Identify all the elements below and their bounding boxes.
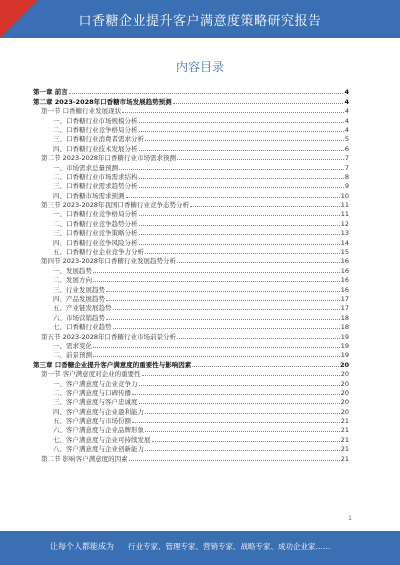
toc-entry-page: 19 <box>340 332 349 341</box>
toc-entry-page: 15 <box>340 248 349 257</box>
toc-entry-page: 7 <box>344 154 349 163</box>
toc-dot-leader <box>106 291 340 292</box>
toc-dot-leader <box>106 300 340 301</box>
toc-entry-text: 第二节 影响客户满意度的因素 <box>41 454 128 463</box>
toc-entry-text: 二、发展方向 <box>53 276 92 285</box>
toc-entry-page: 20 <box>340 370 349 379</box>
toc-entry-text: 三、口香糖行业消费者需求分析 <box>53 135 144 144</box>
toc-entry-text: 五、产业链发展趋势 <box>53 304 112 313</box>
toc-entry[interactable] <box>33 341 349 350</box>
toc-entry-text: 四、客户满意度与企业盈利能力 <box>53 407 144 416</box>
toc-entry[interactable] <box>33 153 349 162</box>
toc-entry-page: 20 <box>340 379 349 388</box>
toc-entry[interactable] <box>33 303 349 312</box>
toc-dot-leader <box>192 366 339 367</box>
toc-dot-leader <box>69 93 344 94</box>
toc-entry-page: 16 <box>340 257 349 266</box>
toc-dot-leader <box>139 215 340 216</box>
toc-entry[interactable] <box>33 143 349 152</box>
toc-entry[interactable] <box>33 444 349 453</box>
toc-entry-text: 二、口香糖行业竞争格局分析 <box>53 125 138 134</box>
toc-entry-text: 二、前景预测 <box>53 351 92 360</box>
toc-entry[interactable] <box>33 322 349 331</box>
toc-entry[interactable] <box>33 284 349 293</box>
toc-entry[interactable] <box>33 209 349 218</box>
toc-entry-text: 二、口香糖行业市场需求结构 <box>53 172 138 181</box>
toc-entry-page: 7 <box>344 163 349 172</box>
toc-entry-text: 第五节 2023-2028年口香糖行业市场前景分析 <box>41 332 176 341</box>
toc-entry-page: 11 <box>340 210 349 219</box>
toc-entry-page: 4 <box>344 107 349 116</box>
toc-entry-page: 20 <box>339 360 349 369</box>
toc-entry-text: 第三节 2023-2028年我国口香糖行业竞争态势分析 <box>41 201 189 210</box>
toc-entry-text: 七、客户满意度与企业可持续发展 <box>53 435 151 444</box>
toc-entry[interactable] <box>33 190 349 199</box>
toc-entry-page: 21 <box>340 426 349 435</box>
toc-entry-page: 19 <box>340 351 349 360</box>
toc-dot-leader <box>113 328 340 329</box>
toc-entry-text: 六、客户满意度与企业品牌形象 <box>53 426 144 435</box>
toc-entry-page: 16 <box>340 266 349 275</box>
toc-entry-text: 八、客户满意度与企业创新能力 <box>53 445 144 454</box>
toc-entry-page: 8 <box>344 172 349 181</box>
toc-entry-text: 三、口香糖行业需求趋势分析 <box>53 182 138 191</box>
toc-entry-text: 第三章 口香糖企业提升客户满意度的重要性与影响因素 <box>33 360 192 369</box>
toc-entry-page: 9 <box>344 182 349 191</box>
toc-dot-leader <box>126 197 340 198</box>
toc-dot-leader <box>93 356 340 357</box>
toc-entry[interactable] <box>33 237 349 246</box>
toc-entry[interactable] <box>33 265 349 274</box>
toc-entry-page: 20 <box>340 398 349 407</box>
toc-dot-leader <box>113 309 340 310</box>
toc-entry-page: 21 <box>340 417 349 426</box>
page-number: 1 <box>348 515 352 522</box>
toc-entry-page: 20 <box>340 388 349 397</box>
toc-dot-leader <box>145 450 340 451</box>
toc-entry-page: 13 <box>340 229 349 238</box>
toc-entry[interactable] <box>33 416 349 425</box>
toc-dot-leader <box>177 338 340 339</box>
toc-entry-text: 五、客户满意度与市场份额 <box>53 417 131 426</box>
toc-entry-text: 六、市场营销趋势 <box>53 313 105 322</box>
toc-entry-text: 二、客户满意度与口碑传播 <box>53 388 131 397</box>
toc-dot-leader <box>132 422 340 423</box>
toc-entry-page: 20 <box>340 407 349 416</box>
toc-dot-leader <box>173 103 344 104</box>
toc-entry[interactable] <box>33 96 349 105</box>
toc-entry-text: 五、口香糖行业企业竞争力分析 <box>53 248 144 257</box>
toc-entry-page: 17 <box>340 304 349 313</box>
toc-entry[interactable] <box>33 106 349 115</box>
toc-entry[interactable] <box>33 294 349 303</box>
footer-slogan: 让每个人都能成为 <box>50 542 114 551</box>
toc-entry-page: 4 <box>344 116 349 125</box>
toc-entry-text: 第四节 2023-2028年口香糖行业发展趋势分析 <box>41 257 176 266</box>
toc-dot-leader <box>145 253 340 254</box>
toc-dot-leader <box>93 347 340 348</box>
toc-dot-leader <box>139 178 344 179</box>
toc-entry[interactable] <box>33 200 349 209</box>
toc-entry-text: 二、口香糖行业竞争趋势分析 <box>53 219 138 228</box>
toc-entry-text: 四、口香糖行业竞争风险分析 <box>53 238 138 247</box>
toc-entry-text: 四、口香糖市场需求预测 <box>53 191 125 200</box>
toc-entry-page: 16 <box>340 285 349 294</box>
toc-entry-page: 5 <box>344 135 349 144</box>
toc-dot-leader <box>122 112 344 113</box>
toc-dot-leader <box>139 122 344 123</box>
toc-entry-page: 14 <box>340 238 349 247</box>
toc-entry[interactable] <box>33 256 349 265</box>
toc-entry[interactable] <box>33 181 349 190</box>
toc-dot-leader <box>142 375 340 376</box>
toc-dot-leader <box>145 413 340 414</box>
toc-entry-text: 四、产品发展趋势 <box>53 294 105 303</box>
header-bar <box>0 0 400 38</box>
toc-entry-page: 4 <box>344 88 349 97</box>
toc-dot-leader <box>139 225 340 226</box>
toc-entry-page: 4 <box>344 125 349 134</box>
toc-dot-leader <box>152 441 340 442</box>
toc-entry[interactable] <box>33 115 349 124</box>
toc-entry[interactable] <box>33 162 349 171</box>
table-of-contents <box>33 87 349 463</box>
toc-entry-text: 一、口香糖行业竞争格局分析 <box>53 210 138 219</box>
toc-entry-page: 10 <box>340 191 349 200</box>
toc-entry-text: 第二章 2023-2028年口香糖市场发展趋势预测 <box>33 97 172 106</box>
toc-entry-text: 一、市场需求总量预测 <box>53 163 118 172</box>
toc-entry-text: 三、客户满意度与客户忠诚度 <box>53 398 138 407</box>
toc-entry-text: 第一节 客户满意度对企业的重要性 <box>41 370 141 379</box>
toc-entry[interactable] <box>33 87 349 96</box>
toc-entry-text: 一、口香糖行业市场规模分析 <box>53 116 138 125</box>
toc-entry-page: 21 <box>340 454 349 463</box>
toc-entry-page: 16 <box>340 276 349 285</box>
toc-entry[interactable] <box>33 378 349 387</box>
toc-entry[interactable] <box>33 331 349 340</box>
toc-entry[interactable] <box>33 453 349 462</box>
toc-dot-leader <box>129 460 340 461</box>
toc-entry-text: 第二节 2023-2028年口香糖行业市场需求预测 <box>41 154 176 163</box>
footer-bar <box>0 531 400 565</box>
toc-entry[interactable] <box>33 369 349 378</box>
toc-dot-leader <box>132 394 340 395</box>
toc-dot-leader <box>93 272 340 273</box>
toc-entry-text: 一、客户满意度与企业竞争力 <box>53 379 138 388</box>
toc-entry-text: 第一节 口香糖行业发展现状 <box>41 107 122 116</box>
toc-entry[interactable] <box>33 275 349 284</box>
toc-entry-text: 三、口香糖行业竞争策略分析 <box>53 229 138 238</box>
toc-entry[interactable] <box>33 359 349 368</box>
toc-entry[interactable] <box>33 312 349 321</box>
toc-entry-page: 4 <box>344 97 349 106</box>
toc-entry[interactable] <box>33 218 349 227</box>
toc-dot-leader <box>139 150 344 151</box>
toc-entry[interactable] <box>33 397 349 406</box>
toc-dot-leader <box>106 319 340 320</box>
toc-dot-leader <box>177 262 340 263</box>
toc-entry[interactable] <box>33 172 349 181</box>
toc-dot-leader <box>139 234 340 235</box>
toc-dot-leader <box>145 431 340 432</box>
toc-dot-leader <box>145 140 344 141</box>
toc-entry-text: 一、发展趋势 <box>53 266 92 275</box>
toc-dot-leader <box>139 131 344 132</box>
toc-entry-page: 6 <box>344 144 349 153</box>
report-title: 口香糖企业提升客户满意度策略研究报告 <box>78 14 322 29</box>
toc-entry[interactable] <box>33 228 349 237</box>
toc-entry[interactable] <box>33 247 349 256</box>
toc-entry-text: 七、口香糖行业趋势 <box>53 323 112 332</box>
toc-entry-page: 18 <box>340 323 349 332</box>
toc-entry[interactable] <box>33 125 349 134</box>
footer-roles: 行业专家、管理专家、营销专家、战略专家、成功企业家…… <box>128 542 331 551</box>
toc-dot-leader <box>139 403 340 404</box>
toc-dot-leader <box>139 244 340 245</box>
toc-dot-leader <box>139 187 344 188</box>
toc-entry-page: 21 <box>340 435 349 444</box>
toc-entry-text: 一、需求变化 <box>53 341 92 350</box>
toc-entry-text: 四、口香糖行业技术发展分析 <box>53 144 138 153</box>
toc-entry[interactable] <box>33 350 349 359</box>
toc-entry-page: 18 <box>340 313 349 322</box>
toc-entry-page: 19 <box>340 341 349 350</box>
toc-dot-leader <box>139 385 340 386</box>
toc-dot-leader <box>119 169 344 170</box>
toc-entry-page: 11 <box>340 201 349 210</box>
toc-entry-page: 21 <box>340 445 349 454</box>
toc-entry-page: 12 <box>340 219 349 228</box>
toc-entry[interactable] <box>33 434 349 443</box>
toc-entry-page: 17 <box>340 294 349 303</box>
toc-entry[interactable] <box>33 425 349 434</box>
toc-entry[interactable] <box>33 406 349 415</box>
toc-dot-leader <box>190 206 340 207</box>
toc-entry[interactable] <box>33 388 349 397</box>
toc-heading: 内容目录 <box>175 60 224 74</box>
toc-entry-text: 第一章 前言 <box>33 88 68 97</box>
toc-entry-text: 三、行业发展趋势 <box>53 285 105 294</box>
toc-dot-leader <box>93 281 340 282</box>
toc-dot-leader <box>177 159 344 160</box>
toc-entry[interactable] <box>33 134 349 143</box>
